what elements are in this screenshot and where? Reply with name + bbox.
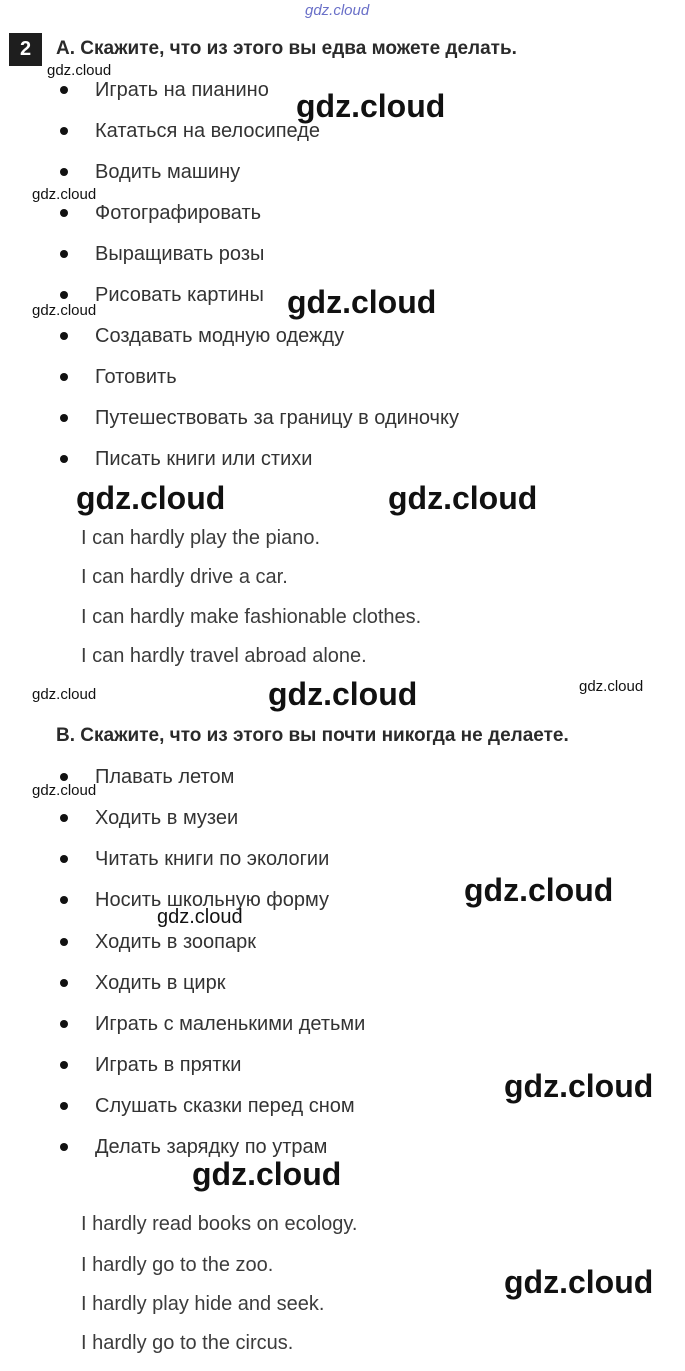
bullet-icon: [60, 291, 68, 299]
watermark: gdz.cloud: [157, 906, 243, 928]
watermark-top: gdz.cloud: [305, 2, 370, 19]
list-item: Готовить: [60, 362, 177, 392]
list-item: Фотографировать: [60, 198, 261, 228]
watermark: gdz.cloud: [192, 1156, 342, 1192]
answer-line: I can hardly drive a car.: [81, 566, 288, 588]
watermark: gdz.cloud: [47, 62, 112, 79]
bullet-icon: [60, 209, 68, 217]
bullet-icon: [60, 168, 68, 176]
bullet-icon: [60, 455, 68, 463]
list-item: Путешествовать за границу в одиночку: [60, 403, 459, 433]
exercise-number-badge: 2: [9, 33, 42, 66]
part-b-heading: B. Скажите, что из этого вы почти никогда не делаете.: [56, 725, 569, 746]
answer-line: I hardly play hide and seek.: [81, 1293, 325, 1315]
bullet-icon: [60, 773, 68, 781]
watermark: gdz.cloud: [464, 872, 614, 908]
bullet-icon: [60, 1102, 68, 1110]
list-item: Создавать модную одежду: [60, 321, 344, 351]
list-item: Делать зарядку по утрам: [60, 1132, 327, 1162]
watermark: gdz.cloud: [32, 302, 97, 319]
bullet-icon: [60, 250, 68, 258]
list-item: Читать книги по экологии: [60, 844, 329, 874]
list-item: Играть с маленькими детьми: [60, 1009, 365, 1039]
bullet-icon: [60, 373, 68, 381]
watermark: gdz.cloud: [32, 686, 97, 703]
bullet-icon: [60, 979, 68, 987]
bullet-icon: [60, 938, 68, 946]
watermark: gdz.cloud: [268, 676, 418, 712]
answer-line: I can hardly travel abroad alone.: [81, 645, 367, 667]
list-item: Ходить в цирк: [60, 968, 225, 998]
list-item: Слушать сказки перед сном: [60, 1091, 355, 1121]
list-item: Играть в прятки: [60, 1050, 241, 1080]
bullet-icon: [60, 86, 68, 94]
watermark: gdz.cloud: [76, 480, 226, 516]
answer-line: I hardly go to the circus.: [81, 1332, 294, 1354]
watermark: gdz.cloud: [32, 186, 97, 203]
part-a-heading: A. Скажите, что из этого вы едва можете делать.: [56, 38, 517, 59]
answer-line: I hardly go to the zoo.: [81, 1254, 274, 1276]
bullet-icon: [60, 814, 68, 822]
bullet-icon: [60, 896, 68, 904]
watermark: gdz.cloud: [579, 678, 644, 695]
list-item: Писать книги или стихи: [60, 444, 312, 474]
watermark: gdz.cloud: [388, 480, 538, 516]
answer-line: I can hardly make fashionable clothes.: [81, 606, 422, 628]
bullet-icon: [60, 127, 68, 135]
list-item: Ходить в зоопарк: [60, 927, 256, 957]
list-item: Рисовать картины: [60, 280, 264, 310]
watermark: gdz.cloud: [296, 88, 446, 124]
list-item: Водить машину: [60, 157, 240, 187]
list-item: Выращивать розы: [60, 239, 264, 269]
bullet-icon: [60, 1061, 68, 1069]
bullet-icon: [60, 1020, 68, 1028]
list-item: Плавать летом: [60, 762, 234, 792]
bullet-icon: [60, 1143, 68, 1151]
list-item: Играть на пианино: [60, 75, 269, 105]
watermark: gdz.cloud: [32, 782, 97, 799]
bullet-icon: [60, 855, 68, 863]
answer-line: I can hardly play the piano.: [81, 527, 321, 549]
list-item: Носить школьную форму: [60, 885, 329, 915]
watermark: gdz.cloud: [287, 284, 437, 320]
watermark: gdz.cloud: [504, 1264, 654, 1300]
bullet-icon: [60, 414, 68, 422]
list-item: Кататься на велосипеде: [60, 116, 320, 146]
bullet-icon: [60, 332, 68, 340]
list-item: Ходить в музеи: [60, 803, 238, 833]
answer-line: I hardly read books on ecology.: [81, 1213, 358, 1235]
watermark: gdz.cloud: [504, 1068, 654, 1104]
